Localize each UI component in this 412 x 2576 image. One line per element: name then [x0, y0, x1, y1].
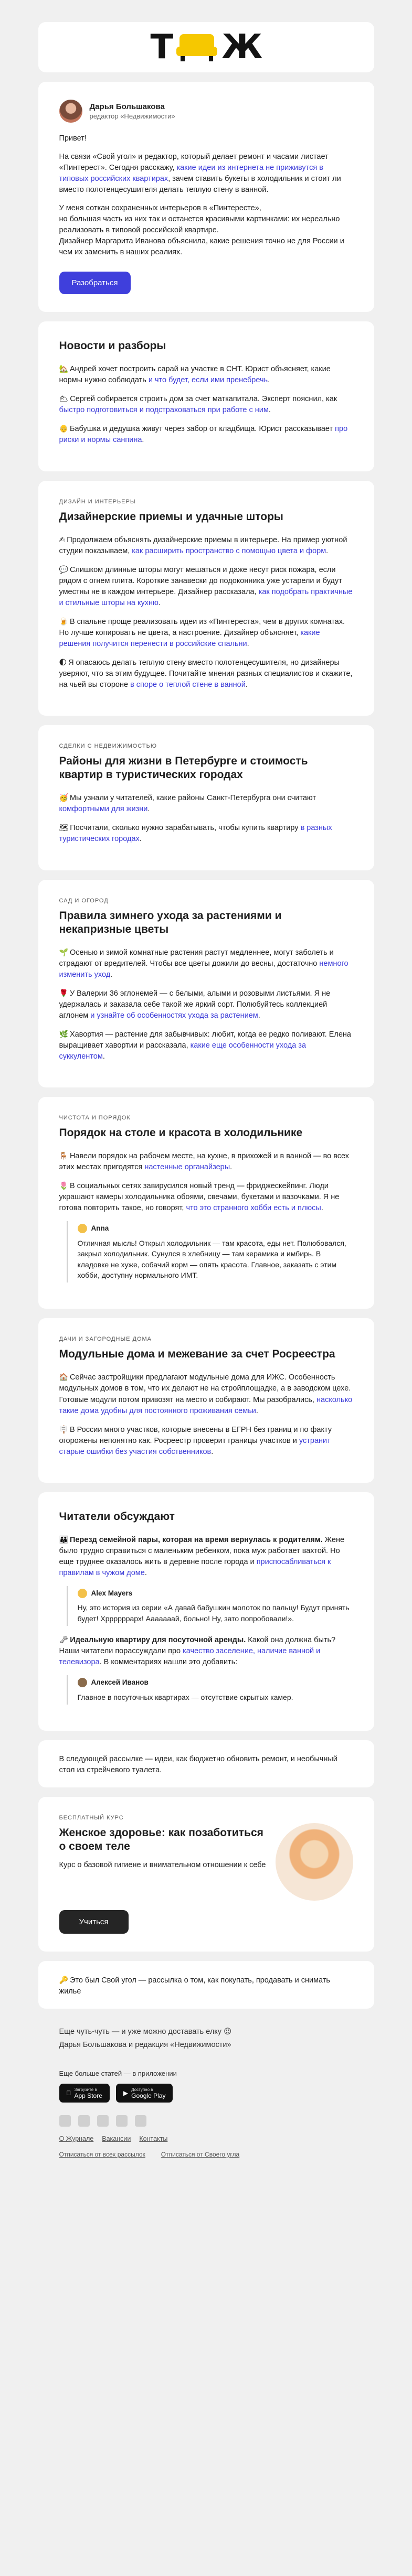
- author-block: [59, 100, 353, 123]
- readers-card: [38, 1492, 374, 1731]
- social-links: [59, 2115, 353, 2127]
- country-link[interactable]: устранит старые ошибки без участия собственников: [59, 1436, 331, 1456]
- learn-button[interactable]: Учиться: [59, 1910, 129, 1934]
- deals-item: 🗺 Посчитали, сколько нужно зарабатывать, чтобы купить квартиру в разных туристических городах.: [59, 823, 332, 844]
- news-item: 🏡 Андрей хочет построить сарай на участке в СНТ. Юрист объясняет, какие нормы нужно соблюдать и что будет, если ими пренебречь.: [59, 364, 331, 385]
- deals-title: Районы для жизни в Петербурге и стоимость квартир в туристических городах: [59, 755, 308, 781]
- unsubscribe-corner-link[interactable]: Отписаться от Своего угла: [161, 2151, 240, 2159]
- home-icon: 🏠: [59, 1373, 68, 1382]
- ok-icon[interactable]: [97, 2115, 109, 2127]
- design-title: Дизайнерские приемы и удачные шторы: [59, 510, 283, 523]
- quote-header: [78, 1677, 353, 1688]
- design-link[interactable]: какие решения получится перенести в российские спальни: [59, 628, 320, 648]
- course-title: Женское здоровье: как позаботиться о своем теле: [59, 1826, 263, 1853]
- avatar-icon: [78, 1678, 87, 1687]
- sign-line-1: Еще чуть-чуть — и уже можно доставать елку 😉: [59, 2028, 232, 2036]
- key-icon: 🗝: [59, 1635, 69, 1644]
- logo-letter-t: Т: [150, 28, 173, 67]
- about-text: 🔑 Это был Свой угол — рассылка о том, как покупать, продавать и снимать жилье: [59, 1975, 330, 1996]
- avatar: [59, 100, 82, 123]
- section-eyebrow: САД И ОГОРОД: [59, 897, 109, 904]
- country-card: [38, 1318, 374, 1482]
- country-item: 🏠 Сейчас застройщики предлагают модульные дома для ИЖС. Особенность модульных домов в том, что их делают не на стройплощадке, а в заводском цехе. Готовые модули потом привозят на место и собирают. Мы разобрались, насколько такие дома удобны для постоянного проживания семьи.: [59, 1373, 353, 1415]
- about-journal-link[interactable]: О Журнале: [59, 2135, 94, 2143]
- course-illustration: [276, 1823, 353, 1901]
- garden-link[interactable]: немного изменить уход: [59, 960, 348, 979]
- bed-icon: 🍺: [59, 617, 68, 626]
- design-item: 💬 Слишком длинные шторы могут мешаться и даже несут риск пожара, если рядом с огнем плита. Короткие занавески до подоконника уже устарели и будут уместны не в каждом интерьере. Дизайнер рассказала, как подобрать практичные и стильные шторы на кухню.: [59, 565, 353, 607]
- design-link[interactable]: в споре о теплой стене в ванной: [130, 680, 246, 689]
- key-icon: 🔑: [59, 1975, 68, 1984]
- app-store-button[interactable]: Загрузите в App Store: [59, 2084, 110, 2103]
- deals-card: [38, 725, 374, 870]
- garden-item: 🌹 У Валерии 36 эглонемей — с белыми, алыми и розовыми листьями. Я не удержалась и заказала себе такой же яркий сорт. Полюбуйтесь коллекцией аглонем и узнайте об особенностях ухода за растением.: [59, 989, 331, 1020]
- readers-link[interactable]: приспосабливаться к правилам в чужом доме: [59, 1557, 331, 1577]
- family-icon: 👪: [59, 1535, 68, 1544]
- unsubscribe-all-link[interactable]: Отписаться от всех рассылок: [59, 2151, 145, 2159]
- apps-label: Еще больше статей — в приложении: [59, 2070, 177, 2078]
- deals-link[interactable]: в разных туристических городах: [59, 824, 332, 844]
- country-item: 🪧 В России много участков, которые внесены в ЕГРН без границ и по факту огорожены непонятно как. Росреестр проверит границы участков и устранит старые ошибки без участия собственников.: [59, 1425, 332, 1456]
- quote-author: Алексей Иванов: [91, 1678, 149, 1687]
- next-issue-text: В следующей рассылке — идеи, как бюджетно обновить ремонт, и необычный стол из стрейчевого туалета.: [59, 1754, 337, 1774]
- telegram-icon[interactable]: [78, 2115, 90, 2127]
- section-eyebrow: СДЕЛКИ С НЕДВИЖИМОСТЬЮ: [59, 742, 157, 749]
- cleaning-link[interactable]: что это странного хобби есть и плюсы: [186, 1204, 321, 1213]
- design-link[interactable]: как расширить пространство с помощью цвета и форм: [132, 546, 326, 555]
- sprout-icon: 🌱: [59, 948, 68, 956]
- deals-link[interactable]: комфортными для жизни: [59, 805, 148, 814]
- news-link[interactable]: и что будет, если ими пренебречь: [148, 376, 268, 385]
- intro-paragraph-1: На связи «Свой угол» и редактор, который делает ремонт и часами листает «Пинтерест». Сегодня расскажу, какие идеи из интернета не приживутся в типовых российских квартирах, зачем ставить букеты в холодильник и стоит ли вместо полотенцесушителя делать теплую стену в ванной.: [59, 153, 341, 195]
- rose-icon: 🌹: [59, 989, 68, 998]
- about-card: [38, 1961, 374, 2009]
- quote-author: Alex Mayers: [91, 1589, 133, 1597]
- garden-title: Правила зимнего ухода за растениями и некапризные цветы: [59, 909, 282, 935]
- next-issue-card: [38, 1740, 374, 1787]
- cleaning-link[interactable]: настенные органайзеры: [144, 1163, 230, 1172]
- tulip-icon: 🌷: [59, 1181, 68, 1190]
- section-eyebrow: БЕСПЛАТНЫЙ КУРС: [59, 1814, 124, 1821]
- country-link[interactable]: насколько такие дома удобны для постоянного проживания семьи: [59, 1395, 353, 1415]
- garden-link[interactable]: какие еще особенности ухода за суккулентом: [59, 1041, 307, 1061]
- greeting: Привет!: [59, 134, 87, 143]
- app-badges: [59, 2084, 353, 2103]
- design-item: ✍ Продолжаем объяснять дизайнерские приемы в интерьере. На пример уютной студии показываем, как расширить пространство с помощью цвета и форм.: [59, 535, 347, 555]
- quote-author: Anna: [91, 1224, 109, 1233]
- readers-link[interactable]: качество заселение, наличие ванной и телевизора: [59, 1647, 321, 1667]
- map-icon: 🗺: [59, 823, 69, 832]
- sign-icon: 🪧: [59, 1425, 68, 1433]
- jobs-link[interactable]: Вакансии: [102, 2135, 131, 2143]
- deals-item: 🥳 Мы узнали у читателей, какие районы Санкт-Петербурга они считают комфортными для жизни.: [59, 793, 316, 814]
- quote-header: [78, 1223, 353, 1234]
- reader-quote: [67, 1675, 353, 1705]
- unsubscribe-links: [59, 2151, 353, 2158]
- design-card: [38, 481, 374, 716]
- intro-link-ideas[interactable]: какие идеи из интернета не приживутся в типовых российских квартирах: [59, 164, 323, 184]
- news-item: 👴 Бабушка и дедушка живут через забор от кладбища. Юрист рассказывает про риски и нормы санпина.: [59, 424, 348, 445]
- cleaning-item: 🌷 В социальных сетях завирусился новый тренд — фриджескейпинг. Люди украшают камеры холодильника обоями, свечами, букетами и вазочками. Я не готова повторить такое, но говорят, что это странного хобби есть и плюсы.: [59, 1181, 340, 1213]
- house-icon: 🏡: [59, 364, 68, 373]
- garden-card: [38, 880, 374, 1088]
- garden-item: 🌱 Осенью и зимой комнатные растения растут медленнее, могут заболеть и страдают от вредителей. Чтобы все цветы дожили до весны, достаточно немного изменить уход.: [59, 948, 348, 979]
- zen-icon[interactable]: [116, 2115, 128, 2127]
- reader-quote: [67, 1221, 353, 1282]
- cloud-icon: 🌥: [59, 394, 69, 403]
- readers-title: Читатели обсуждают: [59, 1510, 175, 1523]
- course-desc: Курс о базовой гигиене и внимательном отношении к себе: [59, 1861, 266, 1870]
- quote-text: Главное в посуточных квартирах — отсутствие скрытых камер.: [77, 1693, 293, 1701]
- section-eyebrow: ДИЗАЙН И ИНТЕРЬЕРЫ: [59, 498, 136, 505]
- rutube-icon[interactable]: [135, 2115, 146, 2127]
- contacts-link[interactable]: Контакты: [139, 2135, 168, 2143]
- author-name: Дарья Большакова: [89, 102, 165, 111]
- moon-icon: 🌓: [59, 658, 67, 666]
- design-item: 🌓 Я опасаюсь делать теплую стену вместо полотенцесушителя, но дизайнеры уверяют, что за этим будущее. Почитайте мнения разных специалистов и скажите, на чьей вы стороне в споре о теплой стене в ванной.: [59, 658, 353, 689]
- avatar-icon: [78, 1589, 87, 1598]
- intro-paragraph-2: У меня соткан сохраненных интерьеров в «Пинтересте», но большая часть из них так и останется красивыми картинками: их нереально реализовать в типовой российской квартире. Дизайнер Маргарита Иванова объяснила, какие решения точно не для России и чем их заменить в наших реалиях.: [59, 204, 344, 257]
- pen-icon: ✍: [59, 535, 66, 544]
- leaf-icon: 🌿: [59, 1030, 68, 1039]
- chair-icon: 🪑: [59, 1151, 68, 1160]
- cleaning-item: 🪑 Навели порядок на рабочем месте, на кухне, в прихожей и в ванной — во всех этих местах пригодятся настенные органайзеры.: [59, 1151, 350, 1172]
- design-item: 🍺 В спальне проще реализовать идеи из «Пинтереста», чем в других комнатах. Но лучше копировать не цвета, а настроение. Дизайнер объясняет, какие решения получится перенести в российские спальни.: [59, 617, 345, 648]
- course-card: [38, 1797, 374, 1952]
- reader-quote: [67, 1586, 353, 1626]
- intro-card: [38, 82, 374, 312]
- quote-text: Ну, это история из серии «А давай бабушкин молоток по пальцу! Будут принять будет! Хррррррарх! Ааааааай, больно! Ну, зато попробовали!».: [77, 1603, 350, 1623]
- author-role: редактор «Недвижимости»: [89, 112, 175, 120]
- garden-item: 🌿 Хавортия — растение для забывчивых: любит, когда ее редко поливают. Елена выращивает хавортии и рассказала, какие еще особенности ухода за суккулентом.: [59, 1030, 351, 1061]
- brand-logo[interactable]: [151, 28, 262, 67]
- news-title: Новости и разборы: [59, 340, 166, 352]
- footer-links: [59, 2135, 353, 2142]
- signature: [38, 2018, 374, 2158]
- section-eyebrow: ЧИСТОТА И ПОРЯДОК: [59, 1115, 131, 1122]
- course-block: [59, 1826, 353, 1904]
- cleaning-card: [38, 1097, 374, 1309]
- sign-line-2: Дарья Большакова и редакция «Недвижимости»: [59, 2041, 231, 2050]
- country-title: Модульные дома и межевание за счет Росреестра: [59, 1348, 335, 1361]
- avatar-icon: [78, 1224, 87, 1233]
- party-icon: 🥳: [59, 793, 68, 802]
- figure-out-button[interactable]: Разобраться: [59, 272, 131, 294]
- sofa-icon: [176, 34, 217, 60]
- design-link[interactable]: как подобрать практичные и стильные шторы на кухню: [59, 587, 353, 607]
- quote-header: [78, 1588, 353, 1599]
- apple-icon: [67, 2089, 71, 2097]
- play-icon: ▶: [118, 2089, 124, 2097]
- news-link[interactable]: быстро подготовиться и подстраховаться при работе с ним: [59, 406, 269, 415]
- section-eyebrow: ДАЧИ И ЗАГОРОДНЫЕ ДОМА: [59, 1336, 152, 1343]
- logo-card: [38, 22, 374, 72]
- quote-text: Отличная мысль! Открыл холодильник — там красота, еды нет. Полюбовался, закрыл холодильник. Сунулся в хлебницу — там керамика и имбирь. В кладовке не хуже, собачий корм — опять красота. Главное, заказать с этим хобби, доступну нормального ИМТ.: [77, 1239, 346, 1279]
- readers-item: 🗝 Идеальную квартиру для посуточной аренды. Какой она должна быть? Наши читатели порассуждали про качество заселение, наличие ванной и телевизора. В комментариях нашли это добавить:: [59, 1635, 336, 1667]
- email-wrapper: [38, 0, 374, 2179]
- news-link[interactable]: про риски и нормы санпина: [59, 425, 348, 445]
- logo-letter-zh: Ж: [221, 28, 262, 67]
- google-play-button[interactable]: ▶ Доступно в Google Play: [116, 2084, 173, 2103]
- news-item: 🌥 Сергей собирается строить дом за счет маткапитала. Эксперт пояснил, как быстро подготовиться и подстраховаться при работе с ним.: [59, 394, 337, 415]
- garden-link[interactable]: и узнайте об особенностях ухода за растением: [90, 1011, 258, 1020]
- cleaning-title: Порядок на столе и красота в холодильнике: [59, 1127, 303, 1139]
- elder-icon: 👴: [59, 424, 68, 433]
- readers-item: 👪 Перезд семейной пары, которая на время вернулась к родителям. Жене было трудно справиться с маленьким ребенком, пока муж работает вахтой. Но еще труднее оказалось жить в деревне после города и приспосабливаться к правилам в чужом доме.: [59, 1535, 345, 1577]
- vk-icon[interactable]: [59, 2115, 71, 2127]
- speech-icon: 💬: [59, 565, 68, 574]
- news-card: [38, 321, 374, 471]
